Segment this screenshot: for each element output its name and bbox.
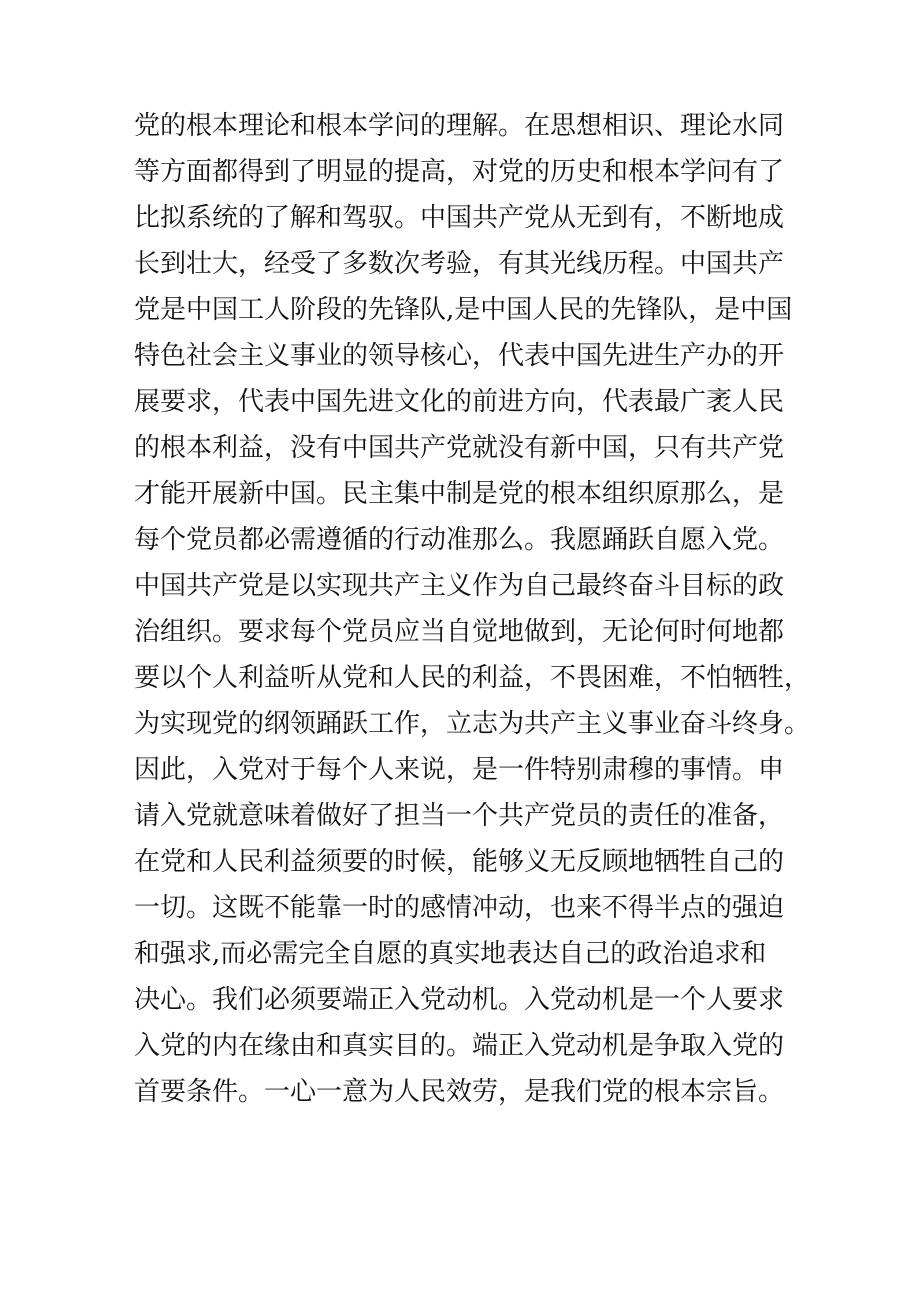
text-line-9: 才能开展新中国。民主集中制是党的根本组织原那么，是 [134, 479, 785, 509]
text-line-5: 党是中国工人阶段的先锋队,是中国人民的先锋队，是中国 [134, 295, 793, 325]
text-line-8: 的根本利益，没有中国共产党就没有新中国，只有共产党 [134, 433, 785, 463]
text-line-1: 党的根本理论和根本学问的理解。在思想相识、理论水同 [134, 111, 785, 141]
text-line-11: 中国共产党是以实现共产主义作为自己最终奋斗目标的政 [134, 571, 785, 601]
text-line-17: 在党和人民利益须要的时候，能够义无反顾地牺牲自己的 [134, 847, 785, 877]
text-line-2: 等方面都得到了明显的提高，对党的历史和根本学问有了 [134, 157, 785, 187]
text-line-13: 要以个人利益听从党和人民的利益，不畏困难，不怕牺牲， [134, 663, 811, 693]
text-line-7: 展要求，代表中国先进文化的前进方向，代表最广袤人民 [134, 387, 785, 417]
text-line-19: 和强求,而必需完全自愿的真实地表达自己的政治追求和 [134, 939, 767, 969]
text-line-12: 治组织。要求每个党员应当自觉地做到，无论何时何地都 [134, 617, 785, 647]
text-line-18: 一切。这既不能靠一时的感情冲动，也来不得半点的强迫 [134, 893, 785, 923]
text-line-3: 比拟系统的了解和驾驭。中国共产党从无到有，不断地成 [134, 203, 785, 233]
text-line-16: 请入党就意味着做好了担当一个共产党员的责任的准备， [134, 801, 785, 831]
text-line-4: 长到壮大，经受了多数次考验，有其光线历程。中国共产 [134, 249, 785, 279]
text-line-20: 决心。我们必须要端正入党动机。入党动机是一个人要求 [134, 985, 785, 1015]
body-text [134, 103, 824, 1115]
text-line-14: 为实现党的纲领踊跃工作，立志为共产主义事业奋斗终身。 [134, 709, 811, 739]
text-line-6: 特色社会主义事业的领导核心，代表中国先进生产办的开 [134, 341, 785, 371]
text-line-21: 入党的内在缘由和真实目的。端正入党动机是争取入党的 [134, 1031, 785, 1061]
text-line-10: 每个党员都必需遵循的行动准那么。我愿踊跃自愿入党。 [134, 525, 785, 555]
text-line-22: 首要条件。一心一意为人民效劳，是我们党的根本宗旨。 [134, 1077, 785, 1107]
text-line-15: 因此，入党对于每个人来说，是一件特别肃穆的事情。申 [134, 755, 785, 785]
